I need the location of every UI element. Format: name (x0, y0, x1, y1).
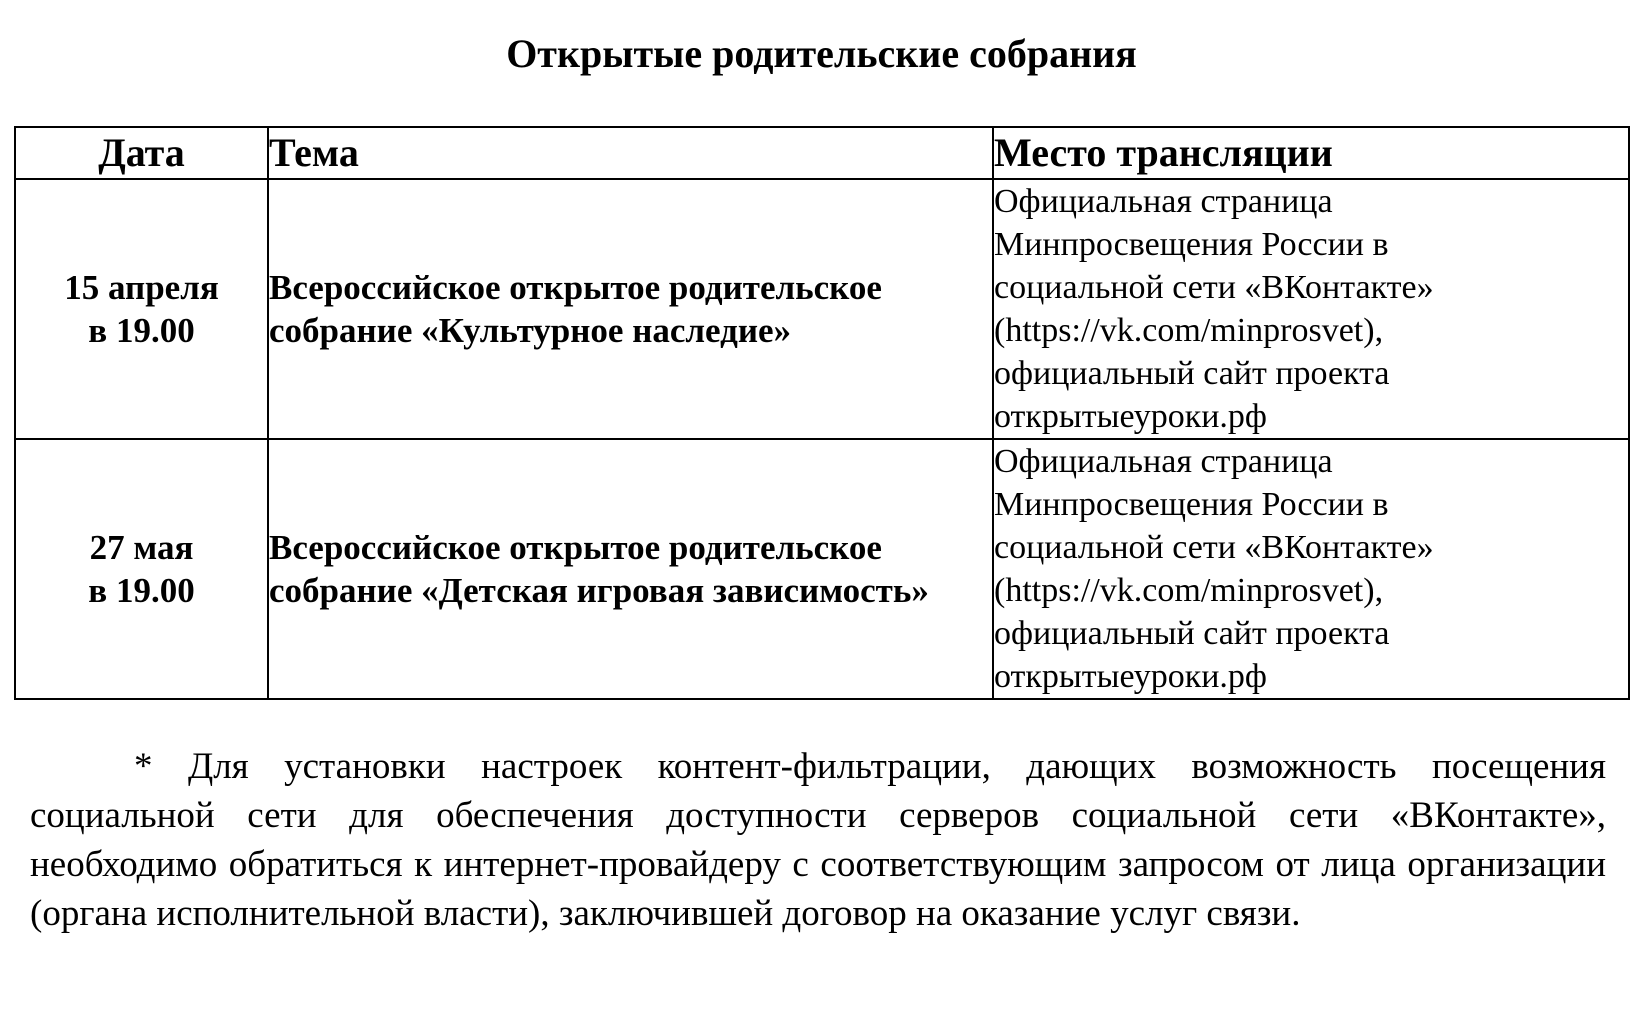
date-time: в 19.00 (88, 311, 195, 350)
place-cell (993, 439, 1629, 699)
place-site: открытыеуроки.рф (994, 658, 1267, 695)
header-date: Дата (15, 127, 268, 179)
header-place: Место трансляции (993, 127, 1629, 179)
place-site: открытыеуроки.рф (994, 398, 1267, 435)
place-link[interactable]: (https://vk.com/minprosvet), (994, 572, 1384, 609)
page-title: Открытые родительские собрания (506, 31, 1137, 76)
topic-cell: Всероссийское открытое родительское собрание «Детская игровая зависимость» (268, 439, 993, 699)
place-link[interactable]: (https://vk.com/minprosvet), (994, 312, 1384, 349)
place-line: Официальная страница (994, 443, 1333, 480)
date-time: в 19.00 (88, 571, 195, 610)
date-cell (15, 179, 268, 439)
table-row (15, 439, 1629, 699)
place-line: официальный сайт проекта (994, 615, 1390, 652)
topic-cell: Всероссийское открытое родительское собрание «Культурное наследие» (268, 179, 993, 439)
place-cell (993, 179, 1629, 439)
header-topic: Тема (268, 127, 993, 179)
table-row (15, 179, 1629, 439)
date-day: 27 мая (89, 528, 194, 567)
meetings-table (14, 126, 1630, 700)
date-cell (15, 439, 268, 699)
place-line: социальной сети «ВКонтакте» (994, 529, 1434, 566)
place-line: Официальная страница (994, 183, 1333, 220)
table-header-row (15, 127, 1629, 179)
place-line: Минпросвещения России в (994, 226, 1389, 263)
footnote: * Для установки настроек контент-фильтрации, дающих возможность посещения социальной сети для обеспечения доступности серверов социальной сети «ВКонтакте», необходимо обратиться к интернет-провайдеру с соответствующим запросом от лица организации (органа исполнительной власти), заключившей договор на оказание услуг связи. (30, 746, 1606, 934)
place-line: социальной сети «ВКонтакте» (994, 269, 1434, 306)
date-day: 15 апреля (64, 268, 219, 307)
place-line: официальный сайт проекта (994, 355, 1390, 392)
place-line: Минпросвещения России в (994, 486, 1389, 523)
